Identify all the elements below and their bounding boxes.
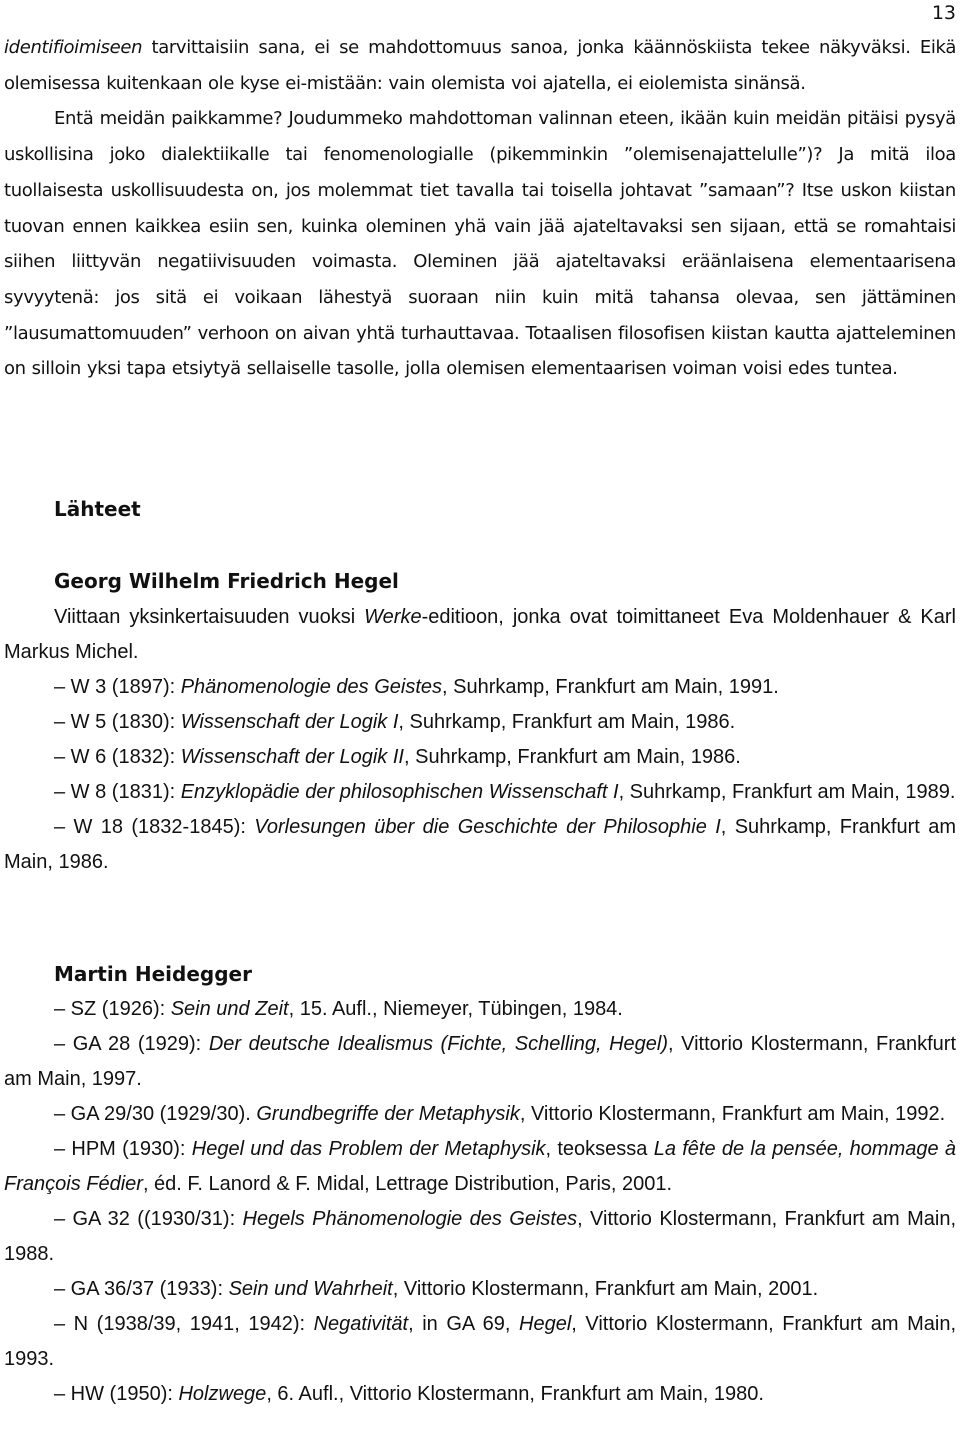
- ref-title: Wissenschaft der Logik I: [180, 711, 399, 733]
- ref-collection-title: Hegel: [519, 1313, 572, 1335]
- ref-title: Phänomenologie des Geistes: [180, 676, 442, 698]
- ref-label: – HW (1950):: [54, 1383, 179, 1405]
- ref-label: – GA 29/30 (1929/30).: [54, 1103, 257, 1125]
- ref-details: , Vittorio Klostermann, Frankfurt am Main, 1997.: [4, 1033, 957, 1090]
- ref-collection-title: La fête de la pensée, hommage à François Fédier: [4, 1138, 956, 1195]
- reference-entry: [4, 670, 956, 705]
- ref-details-end: , Vittorio Klostermann, Frankfurt am Main, 1993.: [4, 1313, 957, 1370]
- ref-label: – GA 28 (1929):: [54, 1033, 209, 1055]
- ref-label: – W 18 (1832-1845):: [54, 816, 255, 838]
- ref-label: – HPM (1930):: [54, 1138, 192, 1160]
- ref-label: – W 3 (1897):: [54, 676, 181, 698]
- paragraph-text-part1: tarvittaisiin sana, ei se mahdottomuus sanoa, jonka käännöskiista tekee näkyväksi. Eikä olemisessa kuitenkaan ole kyse ei-mistään: vain olemista voi ajatella, ei eiolemista sinänsä.: [4, 37, 956, 94]
- ref-details: , in GA 69,: [408, 1313, 520, 1335]
- hegel-intro: [4, 600, 956, 670]
- ref-details: , Vittorio Klostermann, Frankfurt am Main, 1992.: [519, 1103, 946, 1125]
- reference-entry: [4, 1307, 956, 1377]
- paragraph-text-part2: Entä meidän paikkamme? Joudummeko mahdottoman valinnan eteen, ikään kuin meidän pitäisi pysyä uskollisina joko dialektiikalle tai fenomenologialle (pikemminkin ”olemisenajattelulle”)? Ja mitä iloa tuollaisesta uskollisuudesta on, jos molemmat tiet tavalla tai toisella johtavat ”samaan”? Itse uskon kiistan tuovan ennen kaikkea esiin sen, kuinka oleminen yhä vain jää ajateltavaksi sen sijaan, että se romahtaisi siihen liittyvän negatiivisuuden voimasta. Oleminen jää ajateltavaksi eräänlaisena elementaarisena syvyytenä: jos sitä ei voikaan lähestyä suoraan niin kuin mitä tahansa olevaa, sen jättäminen ”lausumattomuuden” verhoon on aivan yhtä turhauttavaa. Totaalisen filosofisen kiistan kautta ajatteleminen on silloin yksi tapa etsiytyä sellaiselle tasolle, jolla olemisen elementaarisen voiman voisi edes tuntea.: [4, 108, 956, 380]
- ref-title: Hegels Phänomenologie des Geistes: [242, 1208, 578, 1230]
- hegel-reference-list: [4, 600, 956, 880]
- reference-entry: [4, 810, 956, 880]
- page-number: 13: [931, 2, 956, 24]
- reference-entry: [4, 1027, 956, 1097]
- ref-label: – GA 36/37 (1933):: [54, 1278, 229, 1300]
- ref-title: Holzwege: [178, 1383, 267, 1405]
- paragraph-italic-term: identifioimiseen: [4, 37, 143, 58]
- ref-details: , 15. Aufl., Niemeyer, Tübingen, 1984.: [288, 998, 623, 1020]
- ref-title: Grundbegriffe der Metaphysik: [256, 1103, 520, 1125]
- ref-details: , Suhrkamp, Frankfurt am Main, 1986.: [4, 816, 956, 873]
- heidegger-heading: Martin Heidegger: [54, 962, 252, 986]
- intro-text: Viittaan yksinkertaisuuden vuoksi: [54, 606, 365, 628]
- ref-details: , Suhrkamp, Frankfurt am Main, 1986.: [398, 711, 736, 733]
- ref-details: , Vittorio Klostermann, Frankfurt am Main, 1988.: [4, 1208, 957, 1265]
- ref-label: – SZ (1926):: [54, 998, 171, 1020]
- reference-entry: [4, 1377, 956, 1412]
- ref-title: Enzyklopädie der philosophischen Wissenschaft I: [180, 781, 619, 803]
- reference-entry: [4, 992, 956, 1027]
- reference-entry: [4, 1097, 956, 1132]
- ref-title: Negativität: [313, 1313, 409, 1335]
- reference-entry: [4, 705, 956, 740]
- intro-italic: Werke: [364, 606, 422, 628]
- reference-entry: [4, 1132, 956, 1202]
- ref-label: – W 5 (1830):: [54, 711, 181, 733]
- ref-details: , Suhrkamp, Frankfurt am Main, 1986.: [403, 746, 741, 768]
- heidegger-reference-list: [4, 992, 956, 1412]
- reference-entry: [4, 1272, 956, 1307]
- ref-title: Sein und Wahrheit: [228, 1278, 393, 1300]
- ref-details: , 6. Aufl., Vittorio Klostermann, Frankfurt am Main, 1980.: [266, 1383, 764, 1405]
- ref-label: – W 6 (1832):: [54, 746, 181, 768]
- ref-details: , Vittorio Klostermann, Frankfurt am Main, 2001.: [392, 1278, 819, 1300]
- ref-details: , teoksessa: [545, 1138, 654, 1160]
- body-paragraph: [4, 30, 956, 387]
- ref-label: – W 8 (1831):: [54, 781, 181, 803]
- ref-title: Der deutsche Idealismus (Fichte, Schelling, Hegel): [208, 1033, 668, 1055]
- ref-title: Vorlesungen über die Geschichte der Philosophie I: [254, 816, 721, 838]
- ref-label: – N (1938/39, 1941, 1942):: [54, 1313, 314, 1335]
- ref-title: Sein und Zeit: [170, 998, 289, 1020]
- intro-text-end: -editioon, jonka ovat toimittaneet Eva Moldenhauer & Karl Markus Michel.: [4, 606, 956, 663]
- reference-entry: [4, 775, 956, 810]
- sources-heading: Lähteet: [54, 497, 141, 521]
- ref-details-end: , éd. F. Lanord & F. Midal, Lettrage Distribution, Paris, 2001.: [142, 1173, 673, 1195]
- reference-entry: [4, 1202, 956, 1272]
- ref-details: , Suhrkamp, Frankfurt am Main, 1991.: [442, 676, 779, 698]
- ref-label: – GA 32 ((1930/31):: [54, 1208, 243, 1230]
- reference-entry: [4, 740, 956, 775]
- hegel-heading: Georg Wilhelm Friedrich Hegel: [54, 569, 399, 593]
- ref-details: , Suhrkamp, Frankfurt am Main, 1989.: [618, 781, 956, 803]
- ref-title: Hegel und das Problem der Metaphysik: [191, 1138, 546, 1160]
- ref-title: Wissenschaft der Logik II: [180, 746, 404, 768]
